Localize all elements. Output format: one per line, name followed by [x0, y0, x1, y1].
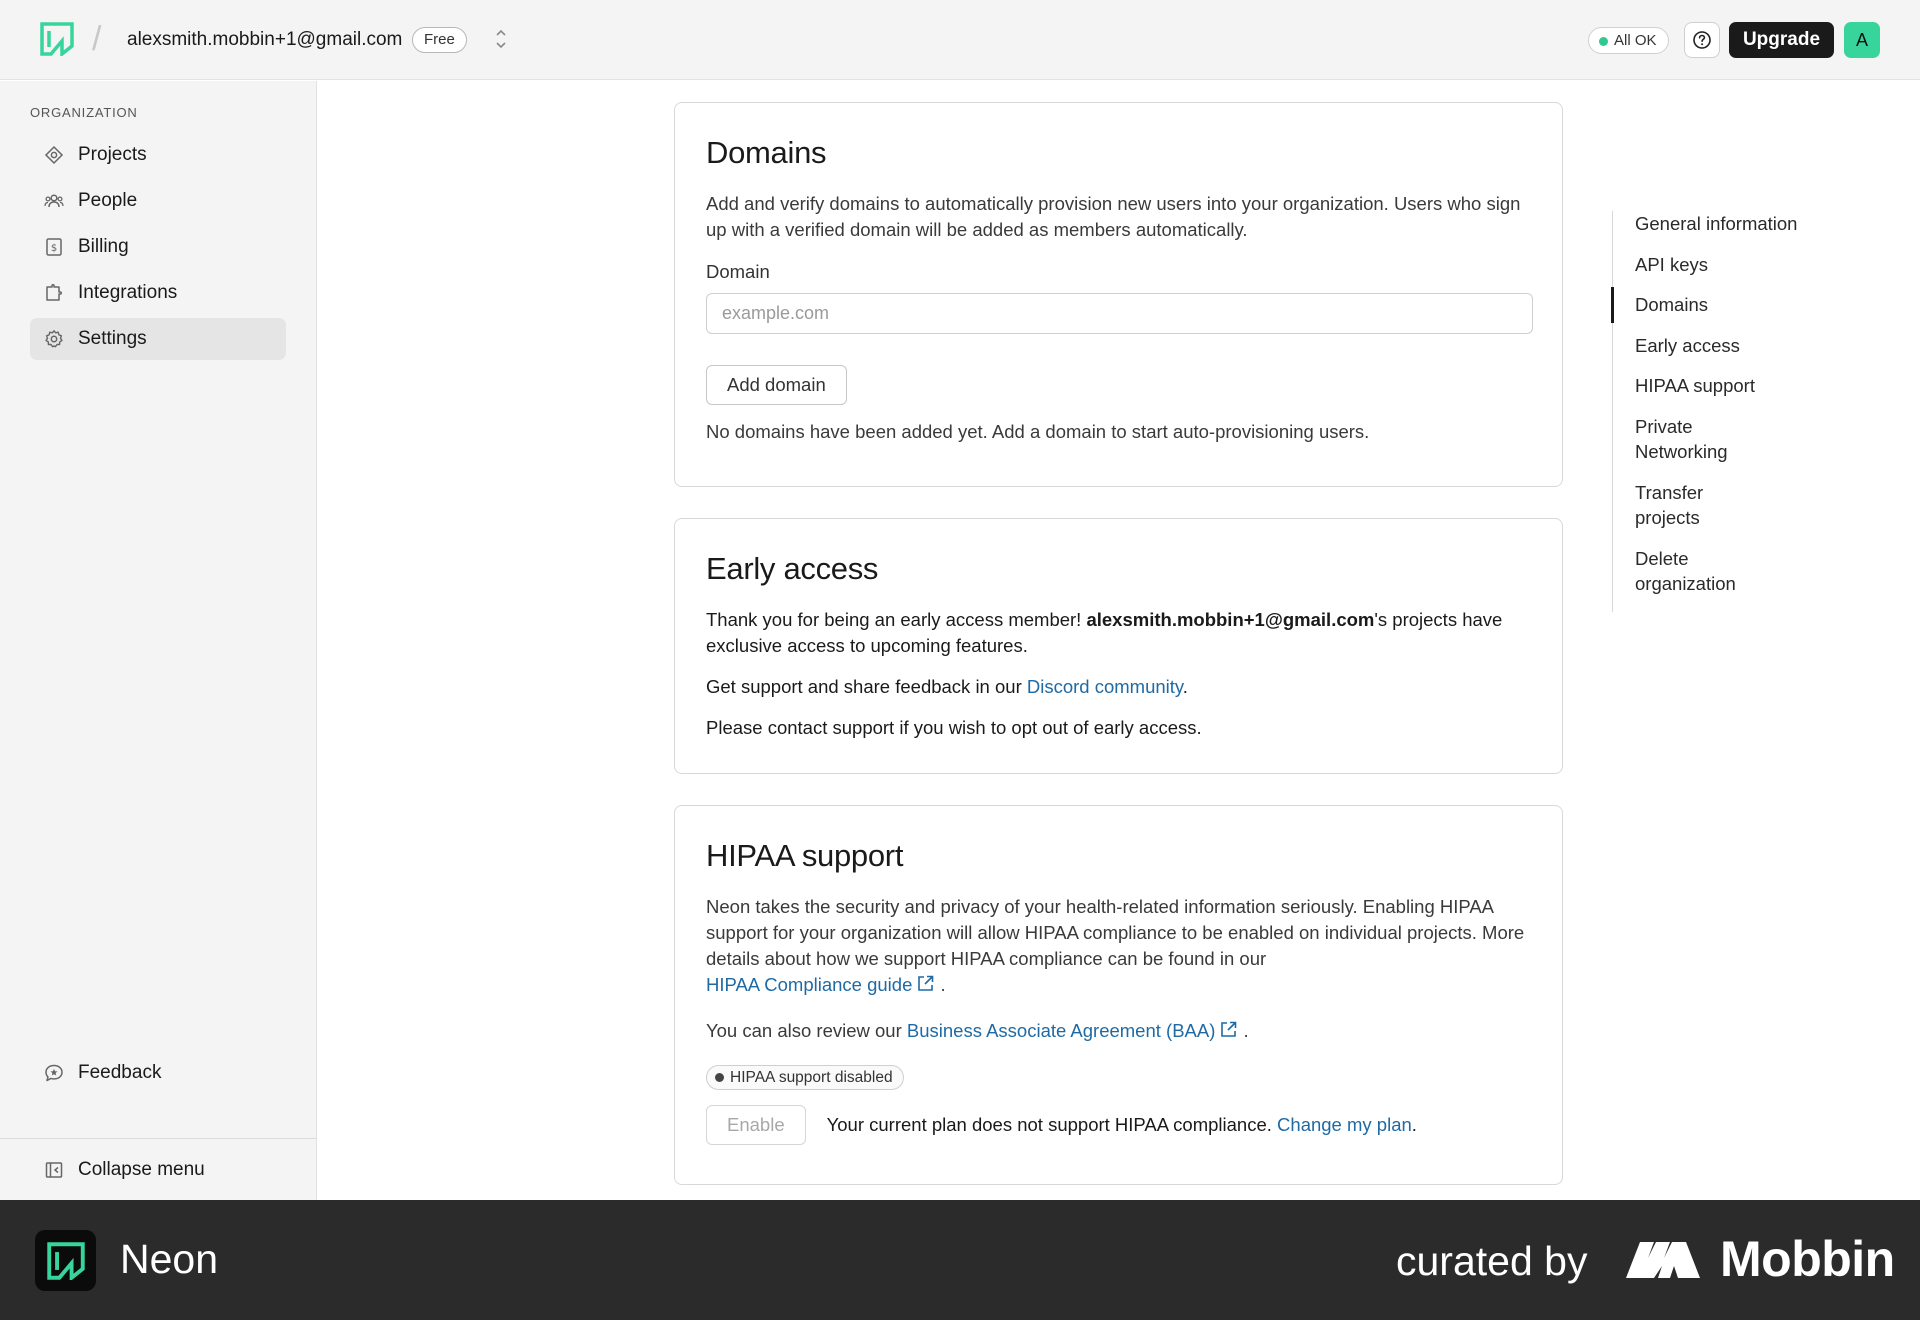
sidebar-item-people[interactable] [30, 180, 286, 222]
guide-suffix: . [940, 974, 946, 995]
sidebar-divider [0, 1138, 317, 1139]
domains-title: Domains [706, 135, 827, 170]
neon-app-logo-icon [35, 1230, 96, 1291]
footer-banner [0, 1200, 1920, 1320]
status-dot-icon [1599, 37, 1608, 46]
status-dot-icon [715, 1073, 724, 1082]
hipaa-description: Neon takes the security and privacy of your health-related information seriously. Enabling HIPAA support for your organization will allow HIPAA compliance to be enabled on individual projects. More details about how we support HIPAA compliance can be found in our [706, 896, 1525, 969]
domains-card [674, 102, 1563, 487]
sidebar-item-label: People [78, 190, 138, 211]
sidebar-item-feedback[interactable] [30, 1052, 286, 1094]
sidebar-item-integrations[interactable] [30, 272, 286, 314]
sidebar-item-label: Feedback [78, 1062, 162, 1083]
status-indicator[interactable] [1588, 27, 1669, 54]
early-access-support [706, 674, 1531, 700]
hipaa-plan-notice [827, 1112, 1417, 1138]
sidebar-item-label: Projects [78, 144, 147, 165]
domains-description: Add and verify domains to automatically provision new users into your organization. Users who sign up with a verified domain will be added as members automatically. [706, 193, 1521, 240]
domains-empty-message: No domains have been added yet. Add a domain to start auto-provisioning users. [706, 421, 1370, 442]
toc-item-delete-organization[interactable]: Delete organization [1635, 547, 1736, 594]
baa-link-label: Business Associate Agreement (BAA) [906, 1020, 1216, 1041]
sidebar-item-projects[interactable] [30, 134, 286, 176]
billing-icon [44, 237, 64, 257]
hipaa-status-label: HIPAA support disabled [730, 1068, 893, 1086]
change-plan-link[interactable]: Change my plan [1277, 1114, 1412, 1135]
toc-item-early-access[interactable]: Early access [1635, 334, 1740, 356]
sidebar-item-label: Collapse menu [78, 1159, 205, 1180]
projects-icon [44, 145, 64, 165]
gear-icon [44, 329, 64, 349]
domain-input[interactable] [706, 293, 1533, 334]
support-suffix: . [1182, 676, 1188, 697]
account-switcher-icon[interactable] [492, 26, 510, 54]
footer-app-name: Neon [120, 1236, 219, 1282]
footer-curated-by: curated by [1396, 1238, 1588, 1284]
sidebar-item-label: Integrations [78, 282, 178, 303]
plan-notice-text: Your current plan does not support HIPAA compliance. [826, 1114, 1278, 1135]
breadcrumb-separator: / [92, 20, 102, 58]
sidebar-item-billing[interactable] [30, 226, 286, 268]
toc-item-private-networking[interactable]: Private Networking [1635, 415, 1728, 462]
collapse-menu-button[interactable] [30, 1149, 286, 1191]
people-icon [44, 191, 64, 211]
thanks-suffix: 's projects have exclusive access to upcoming features. [706, 609, 1503, 656]
account-email[interactable]: alexsmith.mobbin+1@gmail.com [127, 29, 403, 50]
help-icon [1692, 30, 1712, 50]
help-button[interactable] [1684, 22, 1720, 58]
sidebar [0, 81, 317, 1200]
sidebar-item-label: Billing [78, 236, 129, 257]
feedback-icon [44, 1063, 64, 1083]
thanks-email: alexsmith.mobbin+1@gmail.com [1086, 609, 1375, 630]
collapse-icon [44, 1160, 64, 1180]
sidebar-heading: ORGANIZATION [30, 105, 138, 120]
enable-hipaa-button[interactable]: Enable [706, 1105, 806, 1145]
plan-badge: Free [412, 27, 467, 53]
top-bar [0, 0, 1920, 80]
toc-item-domains[interactable]: Domains [1613, 292, 1832, 318]
external-link-icon [1219, 1020, 1238, 1039]
hipaa-guide-link-label: HIPAA Compliance guide [706, 974, 913, 995]
hipaa-guide-line [706, 972, 1531, 998]
baa-prefix: You can also review our [706, 1020, 907, 1041]
baa-link[interactable] [907, 1020, 1238, 1041]
footer-brand: Mobbin [1720, 1231, 1895, 1287]
hipaa-title: HIPAA support [706, 838, 904, 873]
early-access-card [674, 518, 1563, 774]
toc-item-hipaa-support[interactable]: HIPAA support [1635, 375, 1755, 396]
sidebar-item-settings[interactable] [30, 318, 286, 360]
discord-community-link[interactable]: Discord community [1026, 676, 1183, 697]
thanks-prefix: Thank you for being an early access member! [706, 609, 1087, 630]
table-of-contents [1612, 211, 1832, 612]
hipaa-baa-line [706, 1018, 1531, 1044]
domain-field-label: Domain [706, 261, 770, 282]
early-access-title: Early access [706, 551, 879, 586]
hipaa-guide-link[interactable] [706, 974, 935, 995]
sidebar-item-label: Settings [78, 328, 147, 349]
early-access-thanks [706, 607, 1531, 659]
neon-logo-icon[interactable] [40, 22, 74, 56]
upgrade-button[interactable]: Upgrade [1729, 22, 1834, 58]
avatar[interactable]: A [1844, 22, 1880, 58]
toc-item-transfer-projects[interactable]: Transfer projects [1635, 481, 1704, 528]
early-access-opt-out: Please contact support if you wish to opt out of early access. [706, 717, 1202, 738]
status-label: All OK [1614, 32, 1657, 49]
support-prefix: Get support and share feedback in our [706, 676, 1027, 697]
hipaa-card [674, 805, 1563, 1185]
hipaa-status-badge [706, 1065, 904, 1090]
mobbin-logo-icon [1626, 1240, 1708, 1285]
toc-item-api-keys[interactable]: API keys [1635, 253, 1708, 275]
svg-text:$: $ [50, 243, 58, 254]
integrations-icon [44, 283, 64, 303]
baa-suffix: . [1243, 1020, 1249, 1041]
add-domain-button[interactable]: Add domain [706, 365, 847, 405]
change-plan-suffix: . [1411, 1114, 1417, 1135]
toc-item-general-information[interactable]: General information [1635, 213, 1798, 234]
external-link-icon [916, 974, 935, 993]
